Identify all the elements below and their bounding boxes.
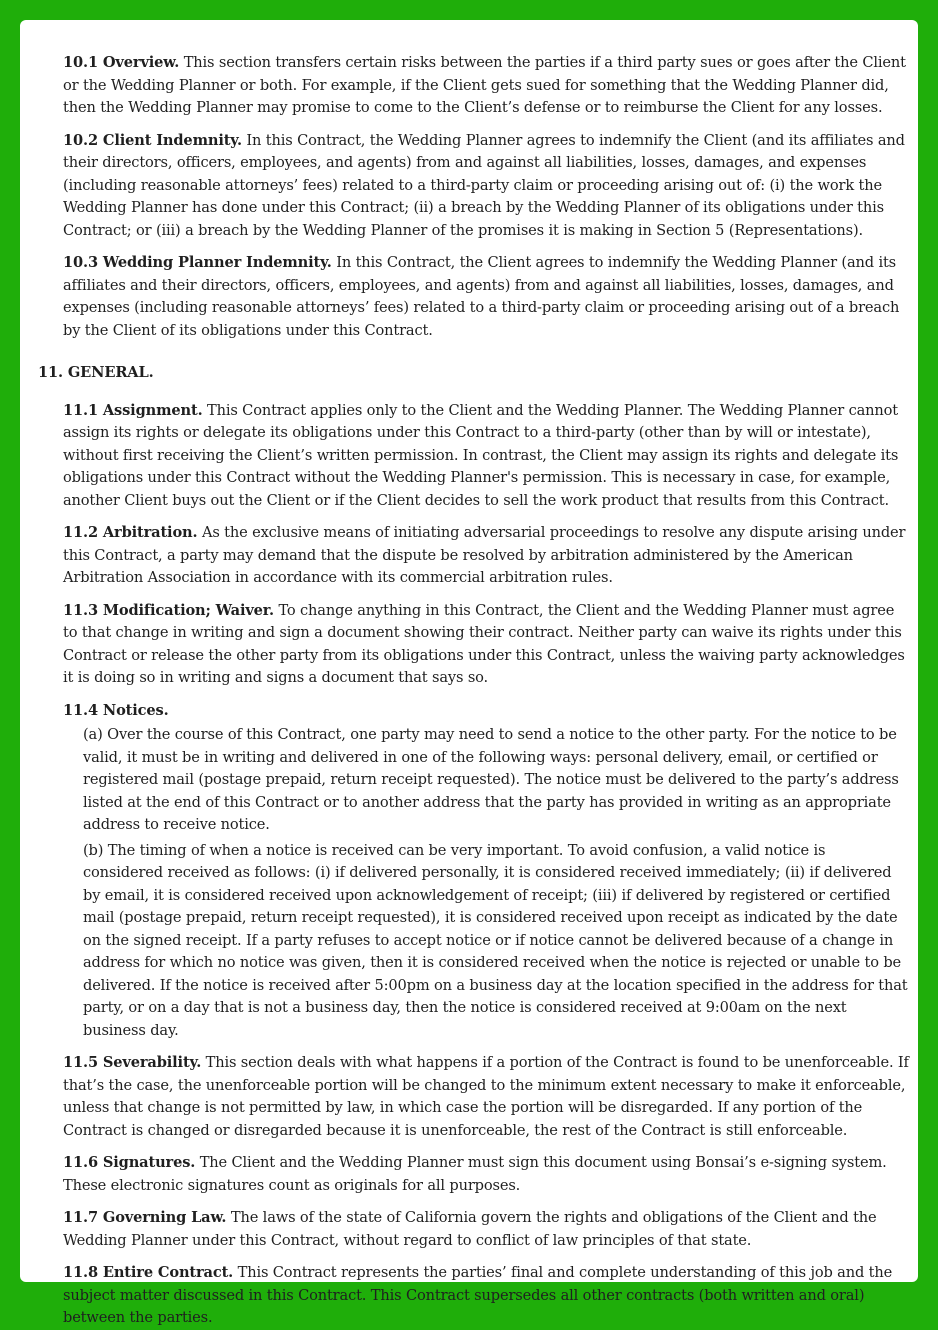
- clause-text: In this Contract, the Wedding Planner agrees to indemnify the Client (and its affiliates and their directors, officers, employees, and agents) from and against all liabilities, losses, damages, and expenses (including reasonable attorneys’ fees) related to a third-party claim or proceeding arising out of: (i) the work the Wedding Planner has done under this Contract; (ii) a breach by the Wedding Planner of its obligations under this Contract; or (iii) a breach by the Wedding Planner of the promises it is making in Section 5 (Representations).: [63, 131, 905, 239]
- clause-title: 10.1 Overview.: [63, 54, 180, 71]
- clause-11-7: [63, 1207, 909, 1252]
- clause-title: 11.8 Entire Contract.: [63, 1264, 234, 1281]
- document-page: [20, 20, 918, 1326]
- clause-text: To change anything in this Contract, the Client and the Wedding Planner must agree to that change in writing and sign a document showing their contract. Neither party can waive its rights under this Contract or release the other party from its obligations under this Contract, unless the waiving party acknowledges it is doing so in writing and signs a document that says so.: [63, 601, 905, 686]
- clause-text: This Contract represents the parties’ final and complete understanding of this job and the subject matter discussed in this Contract. This Contract supersedes all other contracts (both written and oral) between the parties.: [63, 1264, 893, 1326]
- clause-title: 11.1 Assignment.: [63, 401, 203, 419]
- clause-11-2: [63, 522, 909, 590]
- clause-10-1: [63, 52, 909, 120]
- clause-title: 11.2 Arbitration.: [63, 524, 198, 541]
- clause-title: 11.6 Signatures.: [63, 1154, 196, 1171]
- clause-11-5: [63, 1052, 909, 1142]
- contract-body: [38, 52, 909, 1330]
- clause-title: 11.3 Modification; Waiver.: [63, 601, 274, 619]
- clause-11-4-a: (a) Over the course of this Contract, one party may need to send a notice to the other party. For the notice to be valid, it must be in writing and delivered in one of the following ways: personal delivery, email, or certified or registered mail (postage prepaid, return receipt requested). The notice must be delivered to the party’s address listed at the end of this Contract or to another address that the party has provided in writing as an appropriate address to receive notice.: [83, 726, 899, 833]
- clause-11-6: [63, 1152, 909, 1197]
- clause-text: This section transfers certain risks between the parties if a third party sues or goes after the Client or the Wedding Planner or both. For example, if the Client gets sued for something that the Wedding Planner did, then the Wedding Planner may promise to come to the Client’s defense or to reimburse the Client for any losses.: [63, 54, 906, 116]
- clause-text: The Client and the Wedding Planner must sign this document using Bonsai’s e-signing system. These electronic signatures count as originals for all purposes.: [63, 1154, 887, 1194]
- clause-text: This Contract applies only to the Client and the Wedding Planner. The Wedding Planner cannot assign its rights or delegate its obligations under this Contract to a third-party (other than by will or intestate), without first receiving the Client’s written permission. In contrast, the Client may assign its rights and delegate its obligations under this Contract without the Wedding Planner's permission. This is necessary in case, for example, another Client buys out the Client or if the Client decides to sell the work product that results from this Contract.: [63, 401, 899, 509]
- clause-11-4-title: 11.4 Notices.: [63, 701, 169, 719]
- clause-title: 11.5 Severability.: [63, 1054, 202, 1071]
- clause-text: The laws of the state of California govern the rights and obligations of the Client and the Wedding Planner under this Contract, without regard to conflict of law principles of that state.: [63, 1209, 877, 1249]
- clause-11-4-b: (b) The timing of when a notice is received can be very important. To avoid confusion, a valid notice is considered received as follows: (i) if delivered personally, it is considered received immediately; (ii) if delivered by email, it is considered received upon acknowledgement of receipt; (iii) if delivered by registered or certified mail (postage prepaid, return receipt requested), it is considered received upon receipt as indicated by the date on the signed receipt. If a party refuses to accept notice or if notice cannot be delivered because of a change in address for which no notice was given, then it is considered received when the notice is rejected or unable to be delivered. If the notice is received after 5:00pm on a business day at the location specified in the address for that party, or on a day that is not a business day, then the notice is considered received at 9:00am on the next business day.: [83, 841, 908, 1039]
- clause-text: This section deals with what happens if a portion of the Contract is found to be unenforceable. If that’s the case, the unenforceable portion will be changed to the minimum extent necessary to make it enforceable, unless that change is not permitted by law, in which case the portion will be disregarded. If any portion of the Contract is changed or disregarded because it is unenforceable, the rest of the Contract is still enforceable.: [63, 1054, 909, 1139]
- clause-11-1: [63, 400, 909, 513]
- clause-title: 10.3 Wedding Planner Indemnity.: [63, 254, 332, 271]
- clause-text: As the exclusive means of initiating adversarial proceedings to resolve any dispute arising under this Contract, a party may demand that the dispute be resolved by arbitration administered by the American Arbitration Association in accordance with its commercial arbitration rules.: [63, 524, 906, 586]
- clause-title: 10.2 Client Indemnity.: [63, 131, 242, 149]
- clause-title: 11.7 Governing Law.: [63, 1209, 227, 1226]
- section-heading-general: 11. GENERAL.: [38, 364, 154, 381]
- clause-10-3: [63, 252, 909, 342]
- clause-text: In this Contract, the Client agrees to indemnify the Wedding Planner (and its affiliates and their directors, officers, employees, and agents) from and against all liabilities, losses, damages, and expenses (including reasonable attorneys’ fees) related to a third-party claim or proceeding arising out of a breach by the Client of its obligations under this Contract.: [63, 254, 900, 339]
- clause-11-3: [63, 600, 909, 690]
- clause-10-2: [63, 130, 909, 243]
- clause-11-8: [63, 1262, 909, 1330]
